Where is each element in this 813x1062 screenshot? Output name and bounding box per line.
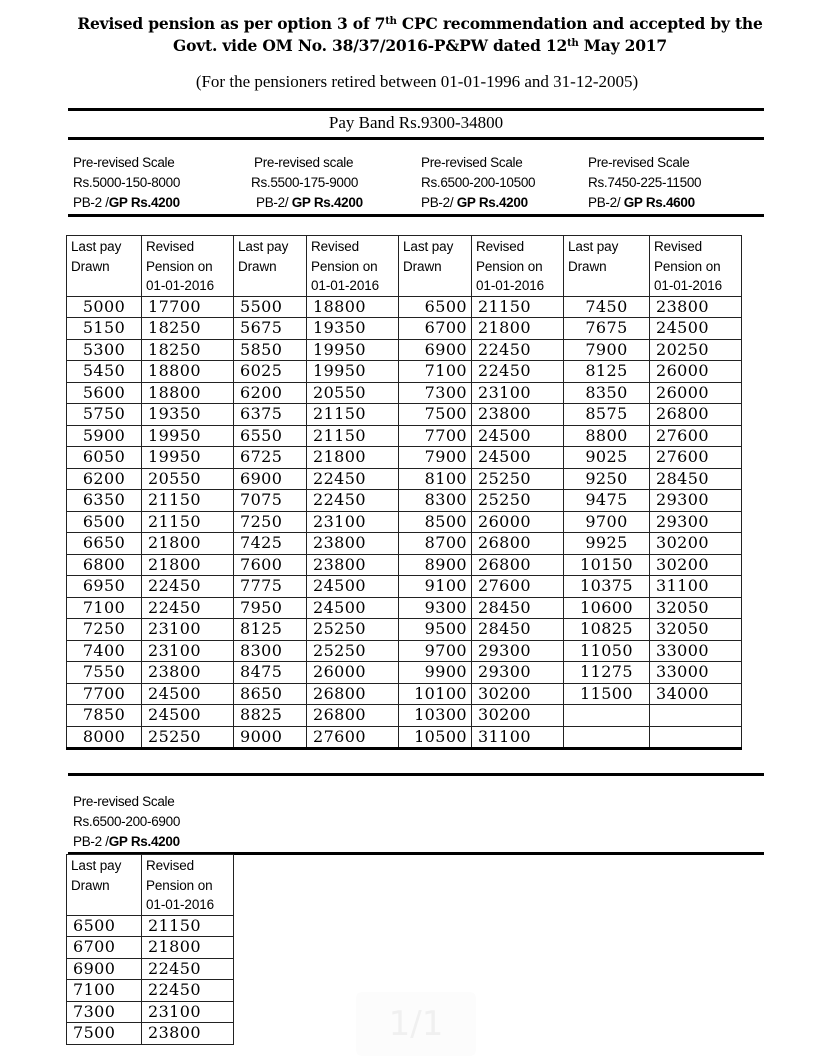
revised-pension-cell: 22450	[142, 958, 234, 980]
last-pay-cell: 5450	[67, 361, 142, 383]
column-header-revised-pension: Revised Pension on 01-01-2016	[472, 236, 564, 297]
revised-pension-cell: 23800	[142, 662, 234, 684]
revised-pension-cell: 29300	[650, 511, 742, 533]
revised-pension-cell: 26800	[472, 533, 564, 555]
column-header-last-pay: Last pay Drawn	[67, 855, 142, 916]
column-header-revised-pension: Revised Pension on 01-01-2016	[650, 236, 742, 297]
last-pay-cell: 9900	[399, 662, 472, 684]
revised-pension-cell: 26800	[472, 554, 564, 576]
revised-pension-cell: 27600	[472, 576, 564, 598]
last-pay-cell: 7900	[564, 339, 650, 361]
divider	[68, 773, 764, 776]
last-pay-cell: 8700	[399, 533, 472, 555]
last-pay-cell: 7075	[234, 490, 307, 512]
revised-pension-cell: 28450	[650, 468, 742, 490]
table-row	[67, 915, 234, 937]
table-row	[67, 1023, 234, 1045]
revised-pension-cell: 21800	[142, 533, 234, 555]
revised-pension-cell: 18800	[142, 361, 234, 383]
revised-pension-cell: 26800	[650, 404, 742, 426]
last-pay-cell: 7400	[67, 640, 142, 662]
subtitle: (For the pensioners retired between 01-01-1996 and 31-12-2005)	[195, 72, 639, 91]
last-pay-cell: 6650	[67, 533, 142, 555]
last-pay-cell: 11500	[564, 683, 650, 705]
last-pay-cell: 6725	[234, 447, 307, 469]
table-row	[67, 683, 742, 705]
last-pay-cell: 9100	[399, 576, 472, 598]
scale-header-3: Pre-revised Scale Rs.6500-200-10500 PB-2/ GP Rs.4200	[421, 155, 536, 210]
column-header-revised-pension: Revised Pension on 01-01-2016	[307, 236, 399, 297]
scale-header-2: Pre-revised scale Rs.5500-175-9000 PB-2/ GP Rs.4200	[251, 155, 363, 210]
revised-pension-cell: 23800	[142, 1023, 234, 1045]
revised-pension-cell: 23800	[472, 404, 564, 426]
table-row	[67, 1001, 234, 1023]
revised-pension-cell: 24500	[307, 576, 399, 598]
table-row	[67, 705, 742, 727]
last-pay-cell: 9925	[564, 533, 650, 555]
revised-pension-cell: 31100	[472, 726, 564, 749]
table-row	[67, 339, 742, 361]
table-row	[67, 576, 742, 598]
column-header-last-pay: Last pay Drawn	[564, 236, 650, 297]
revised-pension-cell: 30200	[472, 705, 564, 727]
revised-pension-cell: 21800	[142, 937, 234, 959]
revised-pension-cell: 26800	[307, 683, 399, 705]
revised-pension-cell: 24500	[650, 318, 742, 340]
revised-pension-cell: 21150	[142, 915, 234, 937]
last-pay-cell: 6025	[234, 361, 307, 383]
revised-pension-cell: 20250	[650, 339, 742, 361]
revised-pension-cell: 17700	[142, 296, 234, 318]
revised-pension-cell: 20550	[142, 468, 234, 490]
last-pay-cell: 7600	[234, 554, 307, 576]
last-pay-cell: 6900	[67, 958, 142, 980]
revised-pension-cell: 22450	[307, 490, 399, 512]
revised-pension-cell: 33000	[650, 662, 742, 684]
last-pay-cell: 9000	[234, 726, 307, 749]
last-pay-cell: 10825	[564, 619, 650, 641]
last-pay-cell: 5000	[67, 296, 142, 318]
title-line-1: Revised pension as per option 3 of 7th CPC recommendation and accepted by the	[77, 14, 763, 33]
table-row	[67, 619, 742, 641]
column-header-revised-pension: Revised Pension on 01-01-2016	[142, 236, 234, 297]
last-pay-cell: 6500	[67, 511, 142, 533]
revised-pension-cell: 20550	[307, 382, 399, 404]
revised-pension-cell: 26800	[307, 705, 399, 727]
table-header-row	[67, 236, 742, 297]
column-header-last-pay: Last pay Drawn	[399, 236, 472, 297]
last-pay-cell: 10100	[399, 683, 472, 705]
revised-pension-cell: 30200	[650, 554, 742, 576]
revised-pension-cell: 29300	[650, 490, 742, 512]
last-pay-cell: 7425	[234, 533, 307, 555]
divider	[68, 214, 764, 217]
scale-header-4: Pre-revised Scale Rs.7450-225-11500 PB-2/ GP Rs.4600	[588, 155, 702, 210]
revised-pension-cell: 19350	[142, 404, 234, 426]
last-pay-cell: 5300	[67, 339, 142, 361]
revised-pension-cell: 31100	[650, 576, 742, 598]
last-pay-cell: 8825	[234, 705, 307, 727]
last-pay-cell: 7550	[67, 662, 142, 684]
last-pay-cell: 7250	[234, 511, 307, 533]
last-pay-cell: 8800	[564, 425, 650, 447]
revised-pension-cell: 19950	[307, 361, 399, 383]
revised-pension-cell: 29300	[472, 640, 564, 662]
column-header-last-pay: Last pay Drawn	[234, 236, 307, 297]
last-pay-cell: 7300	[399, 382, 472, 404]
revised-pension-cell: 21150	[472, 296, 564, 318]
last-pay-cell: 7700	[67, 683, 142, 705]
last-pay-cell: 6375	[234, 404, 307, 426]
last-pay-cell: 9475	[564, 490, 650, 512]
last-pay-cell: 11275	[564, 662, 650, 684]
scale-header-1: Pre-revised Scale Rs.5000-150-8000 PB-2 /GP Rs.4200	[73, 155, 181, 210]
table-row	[67, 980, 234, 1002]
revised-pension-cell: 23100	[142, 640, 234, 662]
last-pay-cell: 6500	[399, 296, 472, 318]
revised-pension-cell: 23800	[307, 554, 399, 576]
last-pay-cell: 6900	[399, 339, 472, 361]
revised-pension-cell: 18800	[307, 296, 399, 318]
revised-pension-cell: 32050	[650, 619, 742, 641]
revised-pension-cell: 21150	[142, 511, 234, 533]
last-pay-cell: 7900	[399, 447, 472, 469]
pension-table-second	[66, 854, 234, 1045]
revised-pension-cell: 21800	[472, 318, 564, 340]
last-pay-cell: 6350	[67, 490, 142, 512]
revised-pension-cell: 22450	[142, 980, 234, 1002]
last-pay-cell: 6700	[399, 318, 472, 340]
revised-pension-cell: 25250	[472, 490, 564, 512]
revised-pension-cell: 19350	[307, 318, 399, 340]
revised-pension-cell: 30200	[650, 533, 742, 555]
revised-pension-cell: 25250	[142, 726, 234, 749]
revised-pension-cell: 25250	[307, 619, 399, 641]
last-pay-cell: 7300	[67, 1001, 142, 1023]
last-pay-cell: 8650	[234, 683, 307, 705]
document-title	[0, 13, 813, 57]
revised-pension-cell: 21800	[142, 554, 234, 576]
revised-pension-cell: 30200	[472, 683, 564, 705]
table-row	[67, 425, 742, 447]
revised-pension-cell: 19950	[142, 447, 234, 469]
table-row	[67, 554, 742, 576]
revised-pension-cell: 24500	[472, 425, 564, 447]
last-pay-cell: 8100	[399, 468, 472, 490]
last-pay-cell: 7250	[67, 619, 142, 641]
last-pay-cell	[564, 726, 650, 749]
last-pay-cell: 7100	[399, 361, 472, 383]
last-pay-cell: 10150	[564, 554, 650, 576]
revised-pension-cell: 24500	[142, 683, 234, 705]
revised-pension-cell: 23800	[307, 533, 399, 555]
last-pay-cell: 6200	[234, 382, 307, 404]
revised-pension-cell: 33000	[650, 640, 742, 662]
last-pay-cell: 7950	[234, 597, 307, 619]
title-line-2: Govt. vide OM No. 38/37/2016-P&PW dated 12th May 2017	[173, 36, 667, 55]
revised-pension-cell: 27600	[650, 447, 742, 469]
last-pay-cell: 8300	[399, 490, 472, 512]
revised-pension-cell: 21800	[307, 447, 399, 469]
last-pay-cell: 5675	[234, 318, 307, 340]
revised-pension-cell: 22450	[307, 468, 399, 490]
last-pay-cell: 7100	[67, 980, 142, 1002]
table-row	[67, 447, 742, 469]
table-row	[67, 296, 742, 318]
revised-pension-cell: 19950	[307, 339, 399, 361]
pension-table-main	[66, 235, 742, 750]
revised-pension-cell: 22450	[472, 361, 564, 383]
last-pay-cell: 9700	[564, 511, 650, 533]
revised-pension-cell: 19950	[142, 425, 234, 447]
last-pay-cell: 7775	[234, 576, 307, 598]
revised-pension-cell: 34000	[650, 683, 742, 705]
last-pay-cell: 6550	[234, 425, 307, 447]
table-row	[67, 404, 742, 426]
revised-pension-cell: 27600	[650, 425, 742, 447]
revised-pension-cell: 29300	[472, 662, 564, 684]
last-pay-cell: 8900	[399, 554, 472, 576]
last-pay-cell: 6500	[67, 915, 142, 937]
table-row	[67, 662, 742, 684]
last-pay-cell: 9700	[399, 640, 472, 662]
revised-pension-cell: 23100	[142, 1001, 234, 1023]
revised-pension-cell: 27600	[307, 726, 399, 749]
column-header-revised-pension: Revised Pension on 01-01-2016	[142, 855, 234, 916]
revised-pension-cell: 22450	[142, 597, 234, 619]
table-row	[67, 597, 742, 619]
last-pay-cell: 7100	[67, 597, 142, 619]
revised-pension-cell: 23100	[307, 511, 399, 533]
table-row	[67, 640, 742, 662]
column-header-last-pay: Last pay Drawn	[67, 236, 142, 297]
last-pay-cell: 5750	[67, 404, 142, 426]
last-pay-cell: 6200	[67, 468, 142, 490]
revised-pension-cell: 24500	[472, 447, 564, 469]
revised-pension-cell: 23100	[472, 382, 564, 404]
table-row	[67, 958, 234, 980]
revised-pension-cell: 22450	[142, 576, 234, 598]
last-pay-cell: 8125	[234, 619, 307, 641]
last-pay-cell: 5900	[67, 425, 142, 447]
last-pay-cell: 7500	[399, 404, 472, 426]
table-row	[67, 468, 742, 490]
last-pay-cell: 11050	[564, 640, 650, 662]
last-pay-cell: 8475	[234, 662, 307, 684]
revised-pension-cell: 26000	[307, 662, 399, 684]
divider	[68, 108, 764, 111]
revised-pension-cell: 25250	[472, 468, 564, 490]
revised-pension-cell: 26000	[650, 382, 742, 404]
last-pay-cell: 7700	[399, 425, 472, 447]
last-pay-cell: 9250	[564, 468, 650, 490]
last-pay-cell: 6050	[67, 447, 142, 469]
last-pay-cell: 7675	[564, 318, 650, 340]
last-pay-cell: 10300	[399, 705, 472, 727]
last-pay-cell: 9300	[399, 597, 472, 619]
last-pay-cell: 8500	[399, 511, 472, 533]
last-pay-cell: 6700	[67, 937, 142, 959]
table-row	[67, 382, 742, 404]
revised-pension-cell: 25250	[307, 640, 399, 662]
revised-pension-cell: 21150	[307, 425, 399, 447]
revised-pension-cell: 23100	[142, 619, 234, 641]
table-row	[67, 726, 742, 749]
divider	[68, 137, 764, 140]
last-pay-cell: 7500	[67, 1023, 142, 1045]
last-pay-cell: 5150	[67, 318, 142, 340]
table-row	[67, 511, 742, 533]
table-row	[67, 533, 742, 555]
revised-pension-cell: 23800	[650, 296, 742, 318]
last-pay-cell: 8350	[564, 382, 650, 404]
last-pay-cell: 6950	[67, 576, 142, 598]
table-row	[67, 318, 742, 340]
revised-pension-cell	[650, 726, 742, 749]
last-pay-cell: 10500	[399, 726, 472, 749]
table-header-row	[67, 855, 234, 916]
last-pay-cell: 8575	[564, 404, 650, 426]
last-pay-cell: 8125	[564, 361, 650, 383]
last-pay-cell: 5600	[67, 382, 142, 404]
revised-pension-cell: 32050	[650, 597, 742, 619]
last-pay-cell: 6900	[234, 468, 307, 490]
revised-pension-cell: 18250	[142, 318, 234, 340]
last-pay-cell: 9500	[399, 619, 472, 641]
revised-pension-cell: 28450	[472, 619, 564, 641]
last-pay-cell: 5850	[234, 339, 307, 361]
table-row	[67, 361, 742, 383]
last-pay-cell: 7850	[67, 705, 142, 727]
revised-pension-cell: 18800	[142, 382, 234, 404]
revised-pension-cell	[650, 705, 742, 727]
revised-pension-cell: 22450	[472, 339, 564, 361]
table-row	[67, 490, 742, 512]
table-row	[67, 937, 234, 959]
last-pay-cell	[564, 705, 650, 727]
last-pay-cell: 10600	[564, 597, 650, 619]
last-pay-cell: 7450	[564, 296, 650, 318]
scale-header-5: Pre-revised Scale Rs.6500-200-6900 PB-2 /GP Rs.4200	[73, 794, 181, 849]
revised-pension-cell: 26000	[472, 511, 564, 533]
pay-band-heading: Pay Band Rs.9300-34800	[328, 113, 504, 132]
last-pay-cell: 5500	[234, 296, 307, 318]
revised-pension-cell: 21150	[307, 404, 399, 426]
page-indicator: 1/1	[356, 992, 476, 1056]
revised-pension-cell: 18250	[142, 339, 234, 361]
last-pay-cell: 10375	[564, 576, 650, 598]
revised-pension-cell: 24500	[307, 597, 399, 619]
revised-pension-cell: 28450	[472, 597, 564, 619]
last-pay-cell: 6800	[67, 554, 142, 576]
last-pay-cell: 9025	[564, 447, 650, 469]
last-pay-cell: 8000	[67, 726, 142, 749]
revised-pension-cell: 21150	[142, 490, 234, 512]
revised-pension-cell: 26000	[650, 361, 742, 383]
last-pay-cell: 8300	[234, 640, 307, 662]
revised-pension-cell: 24500	[142, 705, 234, 727]
